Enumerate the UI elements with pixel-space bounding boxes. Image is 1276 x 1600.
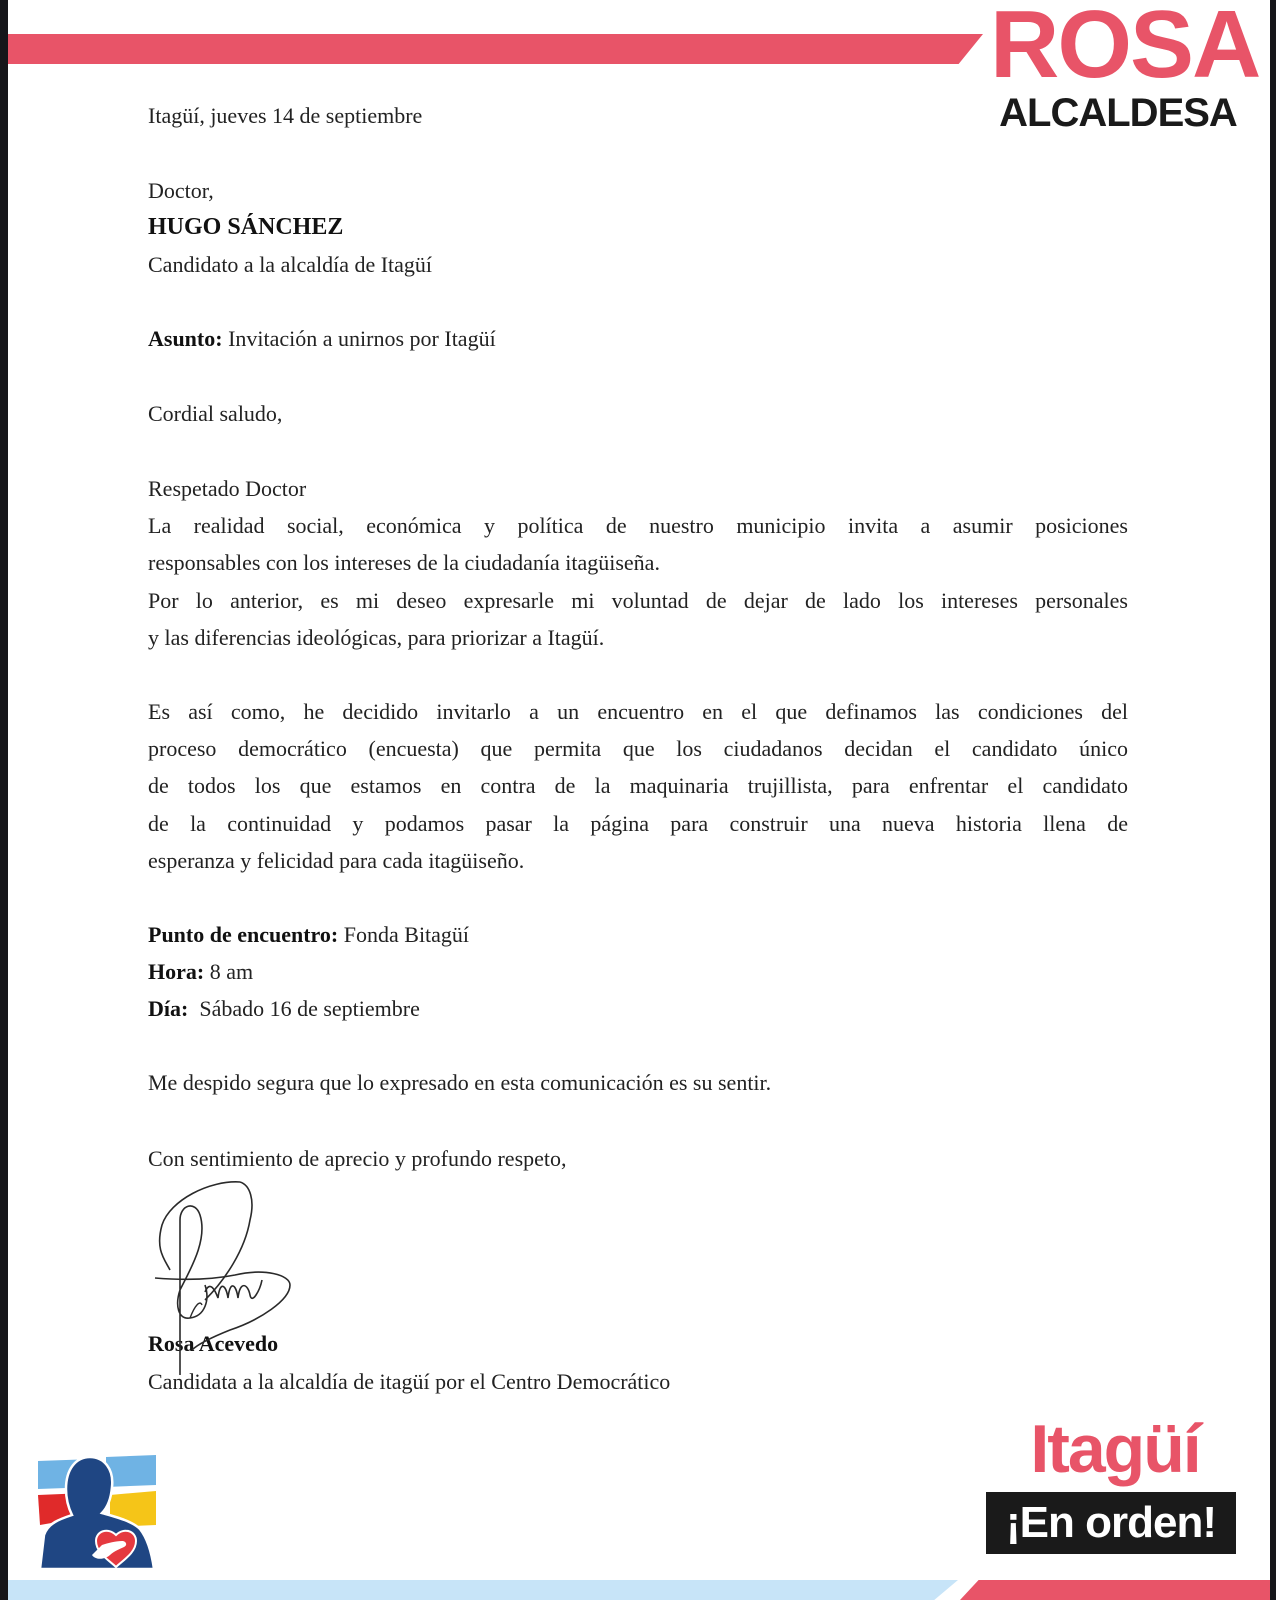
meeting-time-label: Hora: [148, 959, 205, 984]
paragraph1-line: responsables con los intereses de la ciudadanía itagüiseña. [148, 550, 660, 575]
meeting-day-value: Sábado 16 de septiembre [199, 996, 420, 1021]
brand-alcaldesa-text: ALCALDESA [999, 91, 1237, 135]
brand-slogan-box [986, 1492, 1236, 1554]
meeting-time-value: 8 am [209, 959, 254, 984]
meeting-day [148, 994, 420, 1024]
paragraph2-line: Es así como, he decidido invitarlo a un encuentro en el que definamos las condiciones del [148, 699, 1128, 724]
brand-slogan-text: ¡En orden! [1006, 1498, 1216, 1547]
paragraph2-line: de la continuidad y podamos pasar la página para construir una nueva historia llena de [148, 811, 1128, 836]
closing-statement: Me despido segura que lo expresado en esta comunicación es su sentir. [148, 1070, 772, 1095]
footer-red-band [960, 1580, 1270, 1600]
paragraph2-line: esperanza y felicidad para cada itagüiseño. [148, 848, 525, 873]
recipient-name: HUGO SÁNCHEZ [148, 214, 344, 240]
signer-name: Rosa Acevedo [148, 1331, 279, 1356]
date-line: Itagüí, jueves 14 de septiembre [148, 103, 423, 128]
meeting-place-value: Fonda Bitagüí [343, 922, 470, 947]
paragraph1-line: La realidad social, económica y política de nuestro municipio invita a asumir posiciones [148, 513, 1128, 538]
left-frame-edge [0, 0, 8, 1600]
meeting-place [148, 920, 469, 950]
centro-democratico-logo [36, 1455, 158, 1571]
salutation: Respetado Doctor [148, 476, 307, 501]
footer-brand-logo [980, 1410, 1250, 1575]
subject-line [148, 324, 496, 354]
greeting: Cordial saludo, [148, 401, 283, 426]
recipient-role: Candidato a la alcaldía de Itagüí [148, 252, 433, 277]
brand-rosa-text: ROSA [990, 0, 1260, 98]
recipient-title: Doctor, [148, 178, 214, 203]
subject-text: Invitación a unirnos por Itagüí [228, 326, 496, 351]
meeting-day-label: Día: [148, 996, 189, 1021]
meeting-time [148, 957, 253, 987]
paragraph2-line: proceso democrático (encuesta) que permita que los ciudadanos decidan el candidato único [148, 736, 1128, 761]
handwritten-signature [150, 1180, 310, 1380]
signer-role: Candidata a la alcaldía de itagüí por el Centro Democrático [148, 1369, 671, 1394]
paragraph1-line: Por lo anterior, es mi deseo expresarle mi voluntad de dejar de lado los intereses personales [148, 588, 1128, 613]
paragraph1-line: y las diferencias ideológicas, para priorizar a Itagüí. [148, 625, 605, 650]
brand-itagui-text: Itagüí [1030, 1411, 1200, 1487]
subject-label: Asunto: [148, 326, 223, 351]
meeting-place-label: Punto de encuentro: [148, 922, 339, 947]
footer-blue-band [8, 1580, 958, 1600]
right-frame-edge [1270, 0, 1276, 1600]
closing: Con sentimiento de aprecio y profundo respeto, [148, 1146, 567, 1171]
paragraph2-line: de todos los que estamos en contra de la maquinaria trujillista, para enfrentar el candidato [148, 773, 1128, 798]
